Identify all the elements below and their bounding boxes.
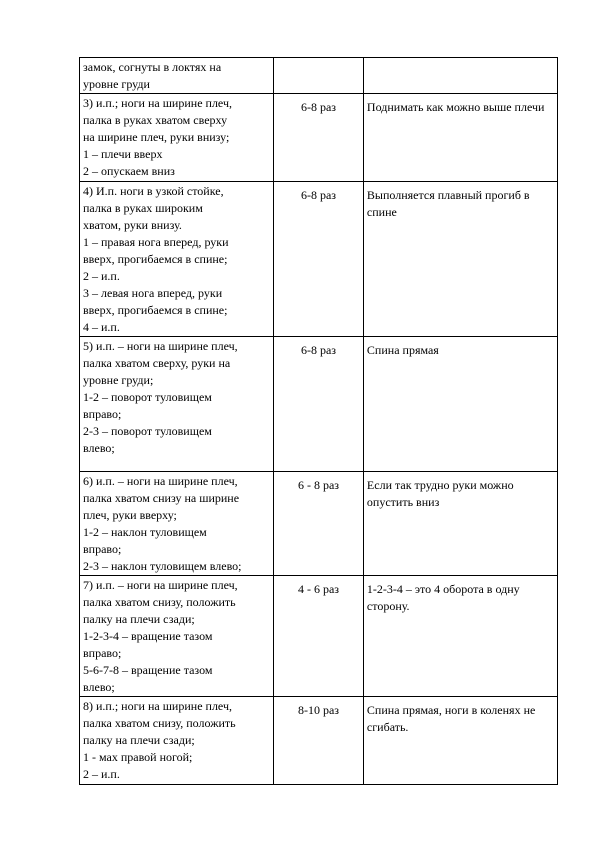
table-row [80,182,558,337]
table-row [80,472,558,576]
exercise-line: палка хватом снизу на ширине [83,491,240,505]
exercise-table-body [80,58,558,785]
exercise-line: 5) и.п. – ноги на ширине плеч, [83,339,238,353]
guidance-note-text: 1-2-3-4 – это 4 оборота в одну сторону. [366,582,520,613]
repetitions-text: 6 - 8 раз [297,478,340,492]
guidance-note-cell [363,182,557,337]
exercise-line: палку на плечи сзади; [83,612,195,626]
repetitions-text: 6-8 раз [300,100,337,114]
repetitions-cell [274,58,364,94]
exercise-line: 3) и.п.; ноги на ширине плеч, [83,96,232,110]
exercise-line: замок, согнуты в локтях на [83,60,222,74]
exercise-line: 1-2 – поворот туловищем [83,390,212,404]
exercise-line: 2-3 – поворот туловищем [83,424,212,438]
repetitions-cell [274,472,364,576]
repetitions-text: 6-8 раз [300,343,337,357]
exercise-line: вправо; [83,646,122,660]
exercise-line: палка хватом снизу, положить [83,716,236,730]
exercise-line: 1 - мах правой ногой; [83,750,193,764]
exercise-line: палку на плечи сзади; [83,733,195,747]
exercise-line: 4 – и.п. [83,320,120,334]
exercise-line: 2 – опускаем вниз [83,164,175,178]
guidance-note-text: Выполняется плавный прогиб в спине [366,188,530,219]
exercise-line: 1 – правая нога вперед, руки [83,235,229,249]
repetitions-cell [274,182,364,337]
exercise-description-cell [80,472,274,576]
exercise-line: влево; [83,680,115,694]
repetitions-cell [274,94,364,182]
repetitions-text [277,59,360,63]
exercise-line: вверх, прогибаемся в спине; [83,303,228,317]
exercise-line: 2-3 – наклон туловищем влево; [83,559,242,573]
exercise-description-cell [80,94,274,182]
exercise-description-cell [80,58,274,94]
exercise-line: уровне груди; [83,373,154,387]
repetitions-text: 4 - 6 раз [297,582,340,596]
exercise-line: 1-2-3-4 – вращение тазом [83,629,213,643]
repetitions-text: 6-8 раз [300,188,337,202]
exercise-line: влево; [83,441,115,455]
exercise-description-cell [80,182,274,337]
exercise-line: 4) И.п. ноги в узкой стойке, [83,184,224,198]
guidance-note-cell [363,697,557,785]
table-row [80,94,558,182]
exercise-line: 6) и.п. – ноги на ширине плеч, [83,474,238,488]
exercise-table [79,57,558,785]
table-row [80,58,558,94]
exercise-line: на ширине плеч, руки внизу; [83,130,230,144]
guidance-note-text: Спина прямая [366,343,439,357]
exercise-line: палка в руках хватом сверху [83,113,228,127]
exercise-line: палка в руках широким [83,201,203,215]
exercise-line: 8) и.п.; ноги на ширине плеч, [83,699,232,713]
exercise-line: хватом, руки внизу. [83,218,182,232]
exercise-line: 2 – и.п. [83,767,120,781]
exercise-line: вправо; [83,407,122,421]
repetitions-cell [274,576,364,697]
exercise-line: 2 – и.п. [83,269,120,283]
guidance-note-cell [363,576,557,697]
exercise-line: палка хватом снизу, положить [83,595,236,609]
repetitions-cell [274,697,364,785]
guidance-note-text: Если так трудно руки можно опустить вниз [366,478,514,509]
exercise-line: 7) и.п. – ноги на ширине плеч, [83,578,238,592]
repetitions-cell [274,337,364,472]
guidance-note-cell [363,94,557,182]
guidance-note-cell [363,337,557,472]
table-row [80,697,558,785]
guidance-note-text: Поднимать как можно выше плечи [366,100,545,114]
guidance-note-cell [363,472,557,576]
guidance-note-cell [363,58,557,94]
exercise-line: уровне груди [83,77,150,91]
exercise-description-cell [80,697,274,785]
exercise-line: вправо; [83,542,122,556]
exercise-line: 1 – плечи вверх [83,147,163,161]
exercise-line: 5-6-7-8 – вращение тазом [83,663,213,677]
exercise-line: плеч, руки вверху; [83,508,177,522]
exercise-line: вверх, прогибаемся в спине; [83,252,228,266]
exercise-description-cell [80,337,274,472]
exercise-description-cell [80,576,274,697]
table-row [80,576,558,697]
exercise-line: 1-2 – наклон туловищем [83,525,207,539]
exercise-line: 3 – левая нога вперед, руки [83,286,223,300]
guidance-note-text [367,59,554,63]
guidance-note-text: Спина прямая, ноги в коленях не сгибать. [366,703,536,734]
exercise-line: палка хватом сверху, руки на [83,356,231,370]
table-row [80,337,558,472]
repetitions-text: 8-10 раз [297,703,340,717]
